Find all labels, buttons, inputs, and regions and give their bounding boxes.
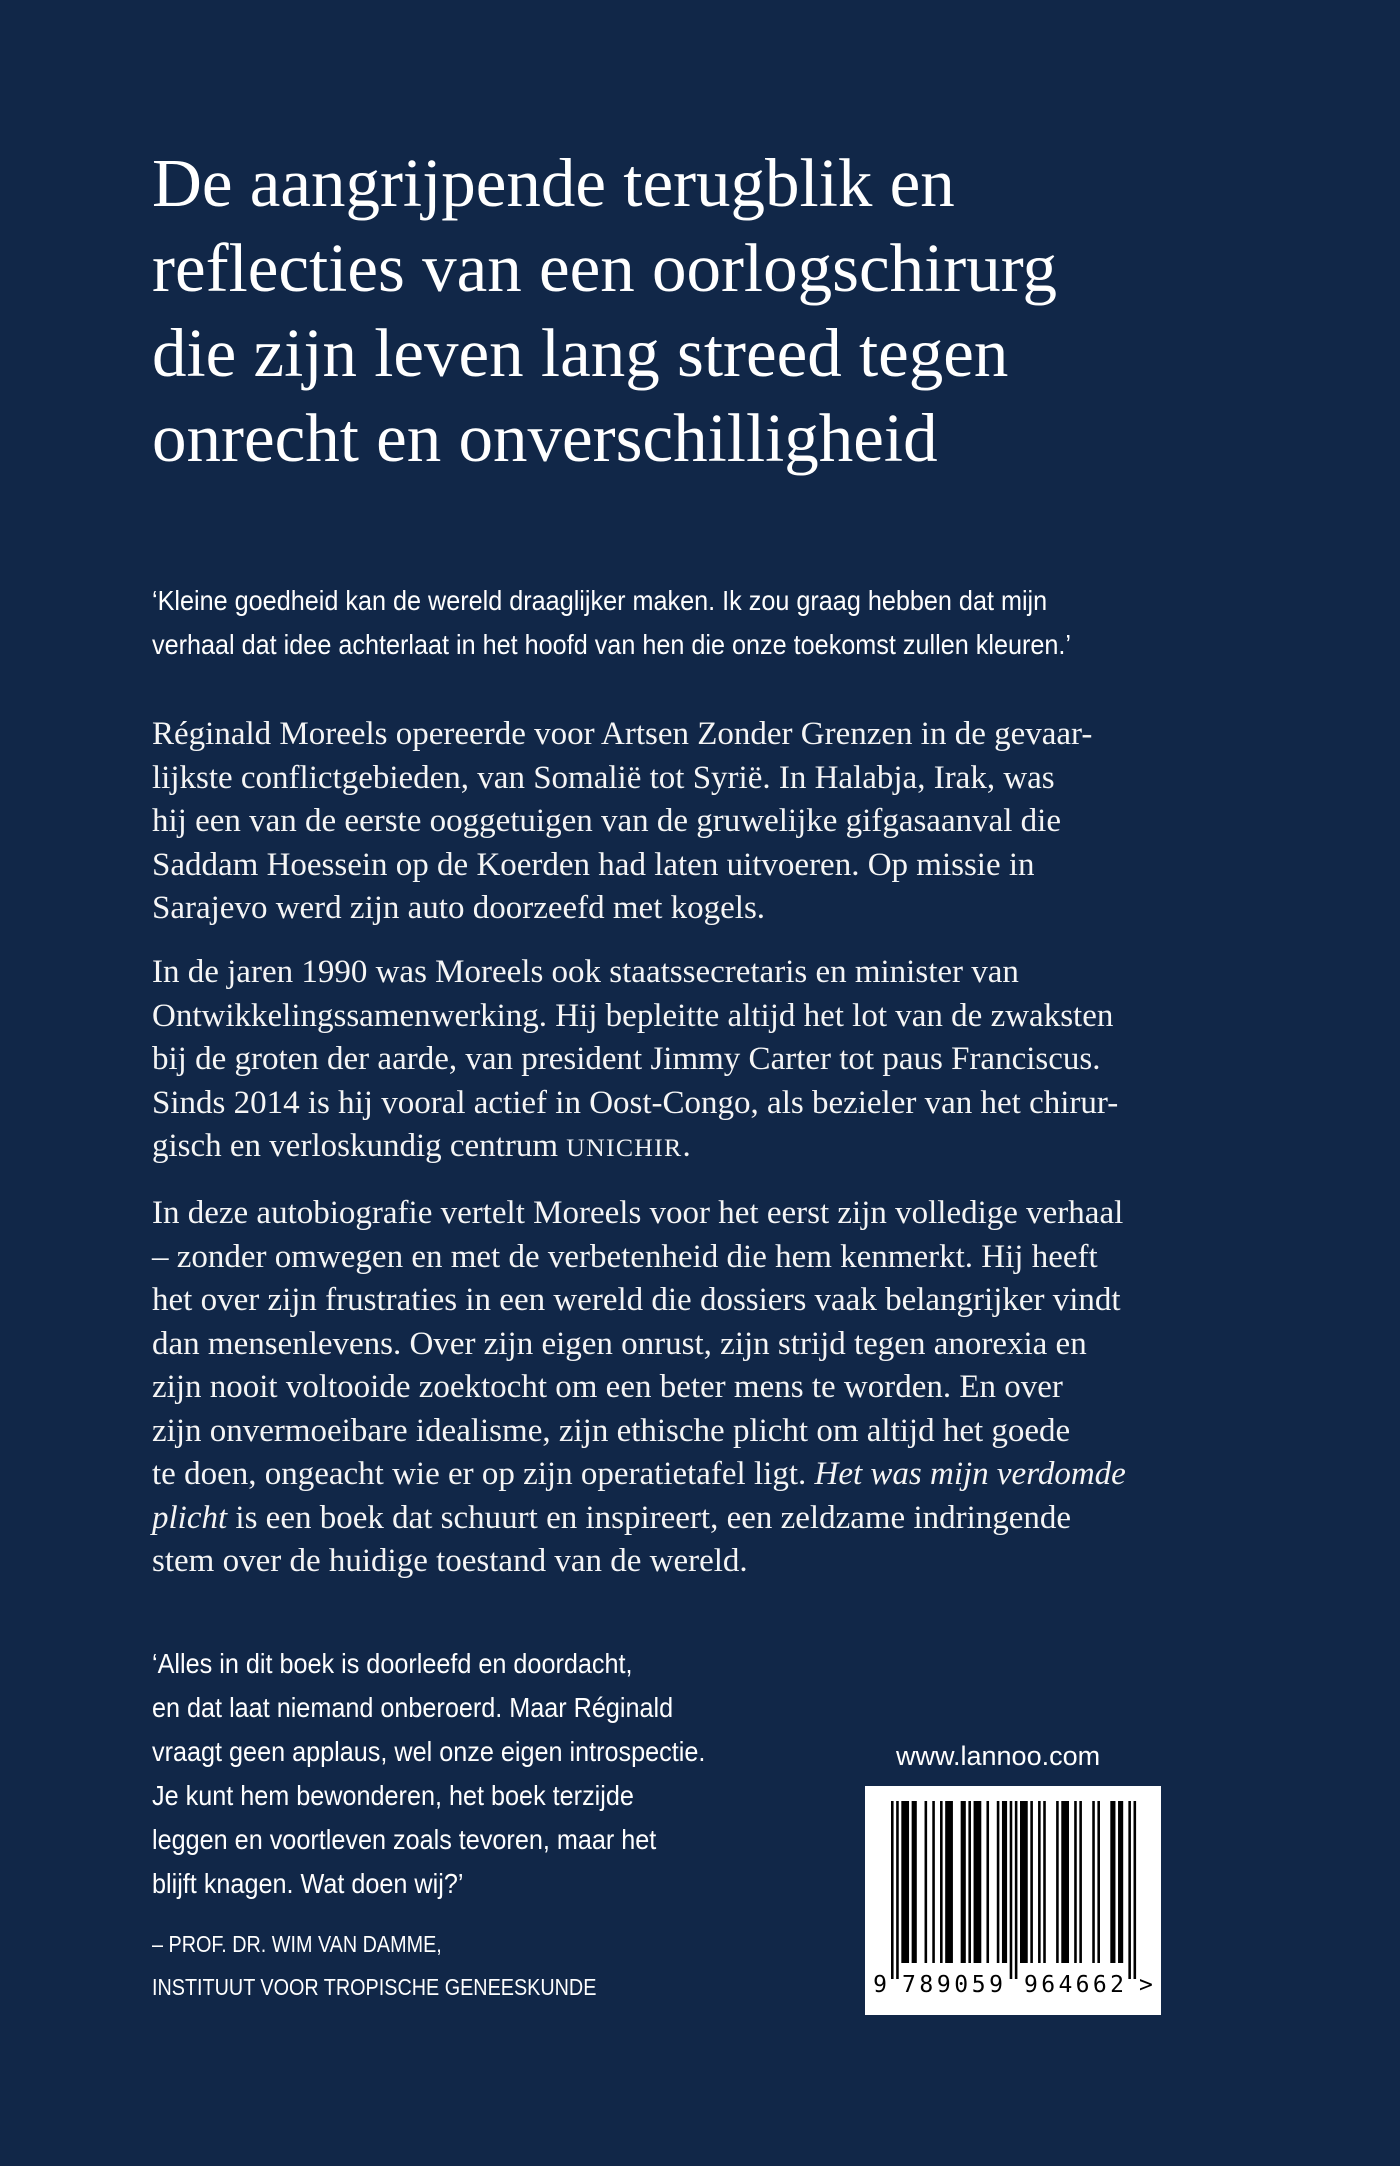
body-line: zijn nooit voltooide zoektocht om een beter mens te worden. En over [152, 1369, 1063, 1405]
barcode-bar [1092, 1801, 1095, 1963]
barcode-bar [961, 1801, 966, 1963]
body-paragraph [152, 713, 1092, 931]
barcode-bar [1110, 1801, 1115, 1963]
attribution-line: – PROF. DR. WIM VAN DAMME, [152, 1931, 442, 1957]
barcode-bar [1038, 1801, 1041, 1963]
book-title-italic: Het was mijn verdomde [814, 1456, 1126, 1492]
headline-line: onrecht en onverschilligheid [152, 400, 938, 476]
body-line: dan mensenlevens. Over zijn eigen onrust, zijn strijd tegen anorexia en [152, 1325, 1087, 1362]
endorsement-line: leggen en voortleven zoals tevoren, maar het [152, 1824, 657, 1855]
headline-line: De aangrijpende terugblik en [152, 145, 955, 221]
body-line: Réginald Moreels opereerde voor Artsen Zonder Grenzen in de gevaar- [152, 716, 1093, 752]
barcode-bar [901, 1801, 909, 1963]
endorsement-line: ‘Alles in dit boek is doorleefd en doordacht, [152, 1648, 633, 1679]
barcode-bar [997, 1801, 1000, 1963]
endorsement-line: en dat laat niemand onberoerd. Maar Réginald [152, 1692, 674, 1723]
endorsement-line: blijft knagen. Wat doen wij?’ [152, 1868, 464, 1899]
body-line: In de jaren 1990 was Moreels ook staatssecretaris en minister van [152, 954, 1019, 990]
barcode-bar [1128, 1801, 1131, 1979]
body-line: zijn onvermoeibare idealisme, zijn ethische plicht om altijd het goede [152, 1412, 1071, 1449]
body-line-text: . [682, 1128, 691, 1164]
body-paragraph [152, 1192, 1126, 1584]
body-line: het over zijn frustraties in een wereld die dossiers vaak belangrijker vindt [152, 1282, 1121, 1318]
body-line: Saddam Hoessein op de Koerden had laten uitvoeren. Op missie in [152, 846, 1035, 883]
body-line: In deze autobiografie vertelt Moreels voor het eerst zijn volledige verhaal [152, 1195, 1124, 1231]
barcode-left-digits: 789059 [902, 1972, 1003, 1998]
barcode-bar [968, 1801, 971, 1963]
barcode-right-digits: 964662 [1024, 1972, 1124, 1998]
barcode-bar [896, 1801, 899, 1979]
barcode-bar [1020, 1801, 1028, 1963]
barcode-bar [912, 1801, 917, 1963]
endorsement-quote [152, 1642, 767, 1906]
barcode-bar [1134, 1801, 1137, 1979]
barcode-bar [1002, 1801, 1007, 1963]
barcode [865, 1786, 1161, 2015]
barcode-bar [1010, 1801, 1013, 1979]
endorsement-line: Je kunt hem bewonderen, het boek terzijde [152, 1780, 634, 1811]
barcode-bar [1074, 1801, 1077, 1963]
body-line-text: is een boek dat schuurt en inspireert, een zeldzame indringende [227, 1499, 1072, 1536]
body-line-text: te doen, ongeacht wie er op zijn operatietafel ligt. [152, 1456, 815, 1492]
body-line: stem over de huidige toestand van de wereld. [152, 1543, 748, 1579]
body-line: Sinds 2014 is hij vooral actief in Oost-Congo, als bezieler van het chirur- [152, 1084, 1119, 1121]
endorsement-line: vraagt geen applaus, wel onze eigen introspectie. [152, 1736, 706, 1767]
barcode-first-digit: 9 [873, 1972, 887, 1998]
barcode-bar [1056, 1801, 1059, 1963]
attribution [152, 1923, 669, 2009]
body-line: Ontwikkelingssamenwerking. Hij bepleitte altijd het lot van de zwaksten [152, 997, 1114, 1034]
headline-line: reflecties van een oorlogschirurg [152, 230, 1057, 306]
opening-quote [152, 579, 1173, 667]
barcode-bar [932, 1801, 935, 1963]
barcode-bar [945, 1801, 953, 1963]
body-line: lijkste conflictgebieden, van Somalië tot Syrië. In Halabja, Irak, was [152, 759, 1055, 796]
barcode-end-marker: > [1139, 1972, 1153, 1998]
book-title-italic: plicht [152, 1499, 228, 1536]
attribution-line: INSTITUUT VOOR TROPISCHE GENEESKUNDE [152, 1974, 597, 2000]
body-line: bij de groten der aarde, van president Jimmy Carter tot paus Franciscus. [152, 1041, 1101, 1077]
headline [152, 141, 1057, 481]
body-line: – zonder omwegen en met de verbetenheid die hem kenmerkt. Hij heeft [152, 1238, 1098, 1275]
quote-line: verhaal dat idee achterlaat in het hoofd van hen die onze toekomst zullen kleuren.’ [152, 629, 1072, 660]
organization-name: UNICHIR [566, 1133, 683, 1162]
barcode-bar [986, 1801, 989, 1963]
body-line-text: gisch en verloskundig centrum [152, 1128, 567, 1164]
body-line: hij een van de eerste ooggetuigen van de gruwelijke gifgasaanval die [152, 803, 1061, 839]
barcode-bar [1118, 1801, 1123, 1963]
barcode-bar [1061, 1801, 1069, 1963]
body-line [152, 1125, 1118, 1170]
body-paragraph [152, 951, 1118, 1170]
barcode-bar [925, 1801, 928, 1963]
body-line [152, 1497, 1126, 1541]
barcode-bar [1097, 1801, 1100, 1963]
barcode-graphic [865, 1786, 1161, 2015]
headline-line: die zijn leven lang streed tegen [152, 315, 1009, 391]
quote-line: ‘Kleine goedheid kan de wereld draaglijker maken. Ik zou graag hebben dat mijn [152, 585, 1048, 616]
barcode-bar [1015, 1801, 1018, 1979]
body-line [152, 1453, 1126, 1497]
barcode-bar [974, 1801, 982, 1963]
body-line: Sarajevo werd zijn auto doorzeefd met kogels. [152, 890, 766, 926]
barcode-bar [1079, 1801, 1082, 1963]
barcode-bar [1030, 1801, 1033, 1963]
publisher-url: www.lannoo.com [896, 1741, 1101, 1771]
barcode-bar [891, 1801, 894, 1979]
barcode-bar [1043, 1801, 1046, 1963]
barcode-bars [891, 1801, 1136, 1979]
barcode-bar [940, 1801, 943, 1963]
